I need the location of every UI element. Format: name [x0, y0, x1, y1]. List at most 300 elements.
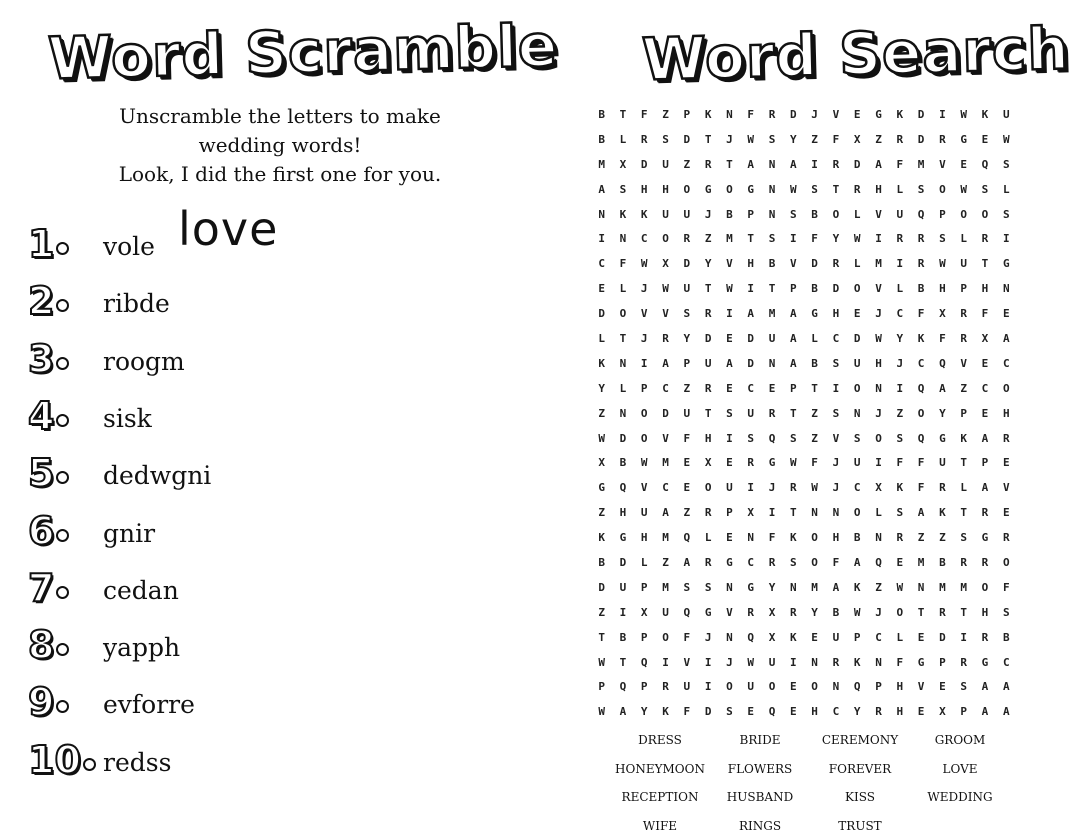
grid-letter: R [953, 326, 974, 351]
grid-letter: S [697, 575, 718, 600]
grid-letter: I [740, 276, 761, 301]
grid-letter: F [676, 699, 697, 724]
grid-letter: E [996, 450, 1017, 475]
grid-letter: W [847, 226, 868, 251]
grid-letter: J [634, 326, 655, 351]
grid-letter: F [825, 550, 846, 575]
grid-letter: Z [591, 401, 612, 426]
grid-letter: O [612, 301, 633, 326]
grid-letter: W [932, 251, 953, 276]
grid-letter: H [655, 177, 676, 202]
grid-letter: E [996, 301, 1017, 326]
word-bank-item: FLOWERS [710, 755, 810, 784]
grid-letter: N [868, 650, 889, 675]
grid-letter: S [825, 401, 846, 426]
grid-letter: R [825, 152, 846, 177]
grid-letter: A [719, 351, 740, 376]
grid-letter: L [847, 202, 868, 227]
grid-letter: V [910, 674, 931, 699]
grid-letter: E [719, 450, 740, 475]
grid-letter: J [889, 351, 910, 376]
scramble-item [28, 738, 498, 790]
grid-letter: F [825, 127, 846, 152]
grid-letter: Z [655, 550, 676, 575]
grid-letter: F [932, 326, 953, 351]
grid-letter: N [783, 575, 804, 600]
grid-letter: G [697, 177, 718, 202]
grid-letter: H [634, 177, 655, 202]
grid-letter: W [953, 177, 974, 202]
grid-letter: B [825, 600, 846, 625]
grid-letter: S [910, 177, 931, 202]
grid-letter: S [804, 177, 825, 202]
grid-letter: P [974, 450, 995, 475]
grid-letter: O [868, 426, 889, 451]
grid-letter: Q [676, 600, 697, 625]
grid-letter: L [953, 226, 974, 251]
grid-letter: V [719, 251, 740, 276]
grid-letter: U [932, 450, 953, 475]
grid-letter: D [697, 699, 718, 724]
grid-letter: K [953, 426, 974, 451]
grid-letter: G [761, 450, 782, 475]
grid-letter: U [655, 152, 676, 177]
grid-letter: Z [591, 600, 612, 625]
grid-letter: O [847, 500, 868, 525]
grid-letter: C [740, 550, 761, 575]
grid-letter: D [697, 326, 718, 351]
item-number-text: 6 [28, 509, 54, 553]
grid-letter: O [847, 276, 868, 301]
grid-letter: R [953, 650, 974, 675]
grid-letter: X [591, 450, 612, 475]
grid-letter: E [974, 351, 995, 376]
grid-letter: S [612, 177, 633, 202]
grid-letter: Z [932, 525, 953, 550]
grid-letter: Z [910, 525, 931, 550]
grid-letter: I [804, 152, 825, 177]
grid-letter: A [740, 152, 761, 177]
grid-letter: Z [804, 401, 825, 426]
grid-letter: P [591, 674, 612, 699]
grid-letter: G [868, 102, 889, 127]
grid-letter: Y [634, 699, 655, 724]
grid-letter: A [676, 550, 697, 575]
grid-letter: F [889, 650, 910, 675]
grid-letter: T [612, 102, 633, 127]
grid-letter: S [719, 699, 740, 724]
grid-letter: X [868, 475, 889, 500]
grid-letter: F [676, 426, 697, 451]
grid-letter: Q [761, 699, 782, 724]
grid-letter: O [719, 674, 740, 699]
item-number-text: 10 [28, 738, 81, 782]
grid-letter: R [932, 127, 953, 152]
grid-letter: U [996, 102, 1017, 127]
item-number-text: 2 [28, 279, 54, 323]
grid-letter: A [847, 550, 868, 575]
grid-letter: R [740, 450, 761, 475]
grid-letter: U [825, 625, 846, 650]
grid-letter: T [910, 600, 931, 625]
grid-letter: M [655, 450, 676, 475]
grid-letter: Z [676, 500, 697, 525]
grid-letter: N [868, 525, 889, 550]
grid-letter: E [719, 326, 740, 351]
grid-letter: W [634, 450, 655, 475]
grid-letter: Q [847, 674, 868, 699]
grid-letter: G [932, 426, 953, 451]
grid-letter: H [889, 699, 910, 724]
grid-letter: G [697, 600, 718, 625]
grid-letter: A [932, 376, 953, 401]
grid-letter: K [889, 102, 910, 127]
grid-letter: V [825, 102, 846, 127]
word-search-grid [591, 102, 1017, 724]
grid-letter: L [889, 276, 910, 301]
grid-letter: V [953, 351, 974, 376]
grid-letter: O [634, 401, 655, 426]
grid-letter: B [591, 127, 612, 152]
grid-letter: O [932, 177, 953, 202]
grid-letter: R [761, 102, 782, 127]
grid-letter: B [910, 276, 931, 301]
grid-letter: V [932, 152, 953, 177]
grid-letter: A [655, 500, 676, 525]
grid-letter: S [783, 550, 804, 575]
grid-letter: W [847, 600, 868, 625]
grid-letter: J [804, 102, 825, 127]
grid-letter: J [825, 450, 846, 475]
grid-letter: E [847, 301, 868, 326]
grid-letter: K [910, 326, 931, 351]
grid-letter: U [676, 401, 697, 426]
grid-letter: W [740, 650, 761, 675]
grid-letter: U [761, 326, 782, 351]
grid-letter: U [655, 600, 676, 625]
grid-letter: H [697, 426, 718, 451]
grid-letter: U [953, 251, 974, 276]
grid-letter: A [825, 575, 846, 600]
grid-letter: U [740, 674, 761, 699]
grid-letter: J [868, 301, 889, 326]
grid-letter: K [847, 650, 868, 675]
grid-letter: A [974, 426, 995, 451]
grid-letter: Y [847, 699, 868, 724]
grid-letter: R [953, 301, 974, 326]
grid-letter: R [761, 550, 782, 575]
grid-letter: S [996, 152, 1017, 177]
grid-letter: R [655, 326, 676, 351]
grid-letter: O [804, 525, 825, 550]
grid-letter: K [783, 525, 804, 550]
grid-letter: Q [910, 202, 931, 227]
item-number-text: 5 [28, 451, 54, 495]
grid-letter: E [974, 127, 995, 152]
grid-letter: F [761, 525, 782, 550]
scrambled-word: dedwgni [103, 461, 211, 490]
grid-letter: Z [953, 376, 974, 401]
grid-letter: A [996, 699, 1017, 724]
grid-letter: P [634, 625, 655, 650]
item-number-text: 9 [28, 680, 54, 724]
grid-letter: F [612, 251, 633, 276]
grid-letter: W [740, 127, 761, 152]
grid-letter: R [889, 525, 910, 550]
bullet-dot-icon [56, 471, 69, 484]
grid-letter: N [740, 525, 761, 550]
grid-letter: X [974, 326, 995, 351]
instruction-line: wedding words! [90, 131, 470, 160]
grid-letter: R [697, 301, 718, 326]
grid-letter: D [847, 326, 868, 351]
grid-letter: U [612, 575, 633, 600]
grid-letter: Z [676, 376, 697, 401]
grid-letter: P [953, 699, 974, 724]
grid-letter: N [719, 625, 740, 650]
word-bank-item: KISS [810, 783, 910, 812]
grid-letter: E [847, 102, 868, 127]
grid-letter: N [761, 177, 782, 202]
grid-letter: T [761, 276, 782, 301]
grid-letter: Q [910, 376, 931, 401]
grid-letter: X [761, 625, 782, 650]
bullet-dot-icon [56, 357, 69, 370]
grid-letter: W [783, 177, 804, 202]
grid-letter: Y [825, 226, 846, 251]
grid-letter: H [612, 500, 633, 525]
scramble-item [28, 337, 498, 389]
grid-letter: Q [676, 525, 697, 550]
scramble-item [28, 623, 498, 675]
grid-letter: H [868, 351, 889, 376]
grid-letter: O [804, 550, 825, 575]
bullet-dot-icon [56, 299, 69, 312]
grid-letter: W [719, 276, 740, 301]
grid-letter: T [591, 625, 612, 650]
grid-letter: G [591, 475, 612, 500]
grid-letter: P [847, 625, 868, 650]
grid-letter: C [825, 699, 846, 724]
grid-letter: I [868, 226, 889, 251]
grid-letter: G [804, 301, 825, 326]
grid-letter: M [655, 575, 676, 600]
word-scramble-title: Word Scramble [47, 11, 559, 92]
grid-letter: R [783, 475, 804, 500]
grid-letter: I [697, 650, 718, 675]
grid-letter: D [634, 152, 655, 177]
grid-letter: R [825, 650, 846, 675]
grid-letter: U [634, 500, 655, 525]
grid-letter: L [612, 376, 633, 401]
grid-letter: O [889, 600, 910, 625]
grid-letter: W [655, 276, 676, 301]
grid-letter: Z [868, 575, 889, 600]
grid-letter: O [996, 550, 1017, 575]
grid-letter: T [740, 226, 761, 251]
grid-letter: Q [612, 674, 633, 699]
grid-letter: U [676, 674, 697, 699]
grid-letter: N [910, 575, 931, 600]
grid-letter: N [825, 500, 846, 525]
grid-letter: P [953, 276, 974, 301]
grid-letter: J [868, 401, 889, 426]
item-number-text: 1 [28, 222, 54, 266]
grid-letter: E [676, 450, 697, 475]
grid-letter: P [634, 674, 655, 699]
grid-letter: Z [697, 226, 718, 251]
grid-letter: R [974, 500, 995, 525]
grid-letter: P [953, 401, 974, 426]
grid-letter: S [783, 426, 804, 451]
grid-letter: R [783, 600, 804, 625]
scrambled-word: gnir [103, 519, 155, 548]
scrambled-word: vole [103, 232, 155, 261]
grid-letter: K [697, 102, 718, 127]
grid-letter: L [889, 625, 910, 650]
grid-letter: I [761, 500, 782, 525]
grid-letter: A [655, 351, 676, 376]
grid-letter: H [974, 600, 995, 625]
grid-letter: V [996, 475, 1017, 500]
word-bank-item: WIFE [610, 812, 710, 840]
grid-letter: C [910, 351, 931, 376]
grid-letter: U [847, 351, 868, 376]
grid-letter: D [932, 625, 953, 650]
grid-letter: W [889, 575, 910, 600]
grid-letter: O [697, 475, 718, 500]
grid-letter: Y [783, 127, 804, 152]
grid-letter: X [932, 301, 953, 326]
grid-letter: R [953, 550, 974, 575]
grid-letter: Q [761, 426, 782, 451]
scramble-item [28, 222, 498, 274]
grid-letter: R [740, 600, 761, 625]
grid-letter: W [953, 102, 974, 127]
grid-letter: O [910, 401, 931, 426]
grid-letter: U [889, 202, 910, 227]
grid-letter: A [868, 152, 889, 177]
grid-letter: B [719, 202, 740, 227]
grid-letter: L [868, 500, 889, 525]
grid-letter: C [655, 376, 676, 401]
handwritten-answer: love [178, 202, 278, 256]
grid-letter: I [655, 650, 676, 675]
grid-letter: D [676, 251, 697, 276]
grid-letter: S [676, 575, 697, 600]
grid-letter: A [974, 674, 995, 699]
grid-letter: X [697, 450, 718, 475]
grid-letter: O [974, 575, 995, 600]
grid-letter: R [889, 226, 910, 251]
grid-letter: B [804, 276, 825, 301]
grid-letter: R [761, 401, 782, 426]
grid-letter: K [612, 202, 633, 227]
grid-letter: O [719, 177, 740, 202]
word-bank-item: LOVE [910, 755, 1010, 784]
grid-letter: Q [910, 426, 931, 451]
grid-letter: W [996, 127, 1017, 152]
grid-letter: H [634, 525, 655, 550]
grid-letter: E [974, 401, 995, 426]
grid-letter: T [783, 500, 804, 525]
grid-letter: A [783, 351, 804, 376]
grid-letter: N [612, 226, 633, 251]
grid-letter: O [655, 625, 676, 650]
grid-letter: E [783, 699, 804, 724]
grid-letter: V [868, 202, 889, 227]
grid-letter: U [676, 276, 697, 301]
grid-letter: Z [676, 152, 697, 177]
grid-letter: Q [740, 625, 761, 650]
grid-letter: S [761, 127, 782, 152]
grid-letter: B [804, 202, 825, 227]
grid-letter: M [655, 525, 676, 550]
grid-letter: E [889, 550, 910, 575]
grid-letter: V [634, 475, 655, 500]
grid-letter: I [591, 226, 612, 251]
grid-letter: T [697, 127, 718, 152]
word-bank-item: RECEPTION [610, 783, 710, 812]
grid-letter: H [740, 251, 761, 276]
grid-letter: I [783, 226, 804, 251]
item-number [28, 680, 69, 724]
grid-letter: V [868, 276, 889, 301]
grid-letter: V [676, 650, 697, 675]
grid-letter: M [804, 575, 825, 600]
grid-letter: R [996, 525, 1017, 550]
grid-letter: V [655, 426, 676, 451]
grid-letter: P [719, 500, 740, 525]
grid-letter: A [974, 475, 995, 500]
bullet-dot-icon [56, 414, 69, 427]
grid-letter: W [783, 450, 804, 475]
grid-letter: L [612, 276, 633, 301]
grid-letter: X [932, 699, 953, 724]
grid-letter: L [697, 525, 718, 550]
grid-letter: F [910, 301, 931, 326]
grid-letter: M [761, 301, 782, 326]
grid-letter: F [889, 152, 910, 177]
grid-letter: K [591, 351, 612, 376]
grid-letter: J [868, 600, 889, 625]
scrambled-word: yapph [103, 633, 180, 662]
grid-letter: S [889, 500, 910, 525]
grid-letter: I [697, 674, 718, 699]
grid-letter: X [847, 127, 868, 152]
grid-letter: Q [634, 650, 655, 675]
grid-letter: M [932, 575, 953, 600]
grid-letter: T [953, 500, 974, 525]
grid-letter: W [804, 475, 825, 500]
grid-letter: Q [974, 152, 995, 177]
grid-letter: W [634, 251, 655, 276]
grid-letter: U [719, 475, 740, 500]
grid-letter: R [889, 127, 910, 152]
grid-letter: L [847, 251, 868, 276]
grid-letter: W [591, 650, 612, 675]
grid-letter: I [719, 301, 740, 326]
grid-letter: B [996, 625, 1017, 650]
grid-letter: D [804, 251, 825, 276]
grid-letter: C [889, 301, 910, 326]
grid-letter: H [996, 401, 1017, 426]
scrambled-word: roogm [103, 347, 185, 376]
grid-letter: R [974, 550, 995, 575]
scrambled-word: sisk [103, 404, 152, 433]
grid-letter: D [740, 351, 761, 376]
scramble-item [28, 680, 498, 732]
